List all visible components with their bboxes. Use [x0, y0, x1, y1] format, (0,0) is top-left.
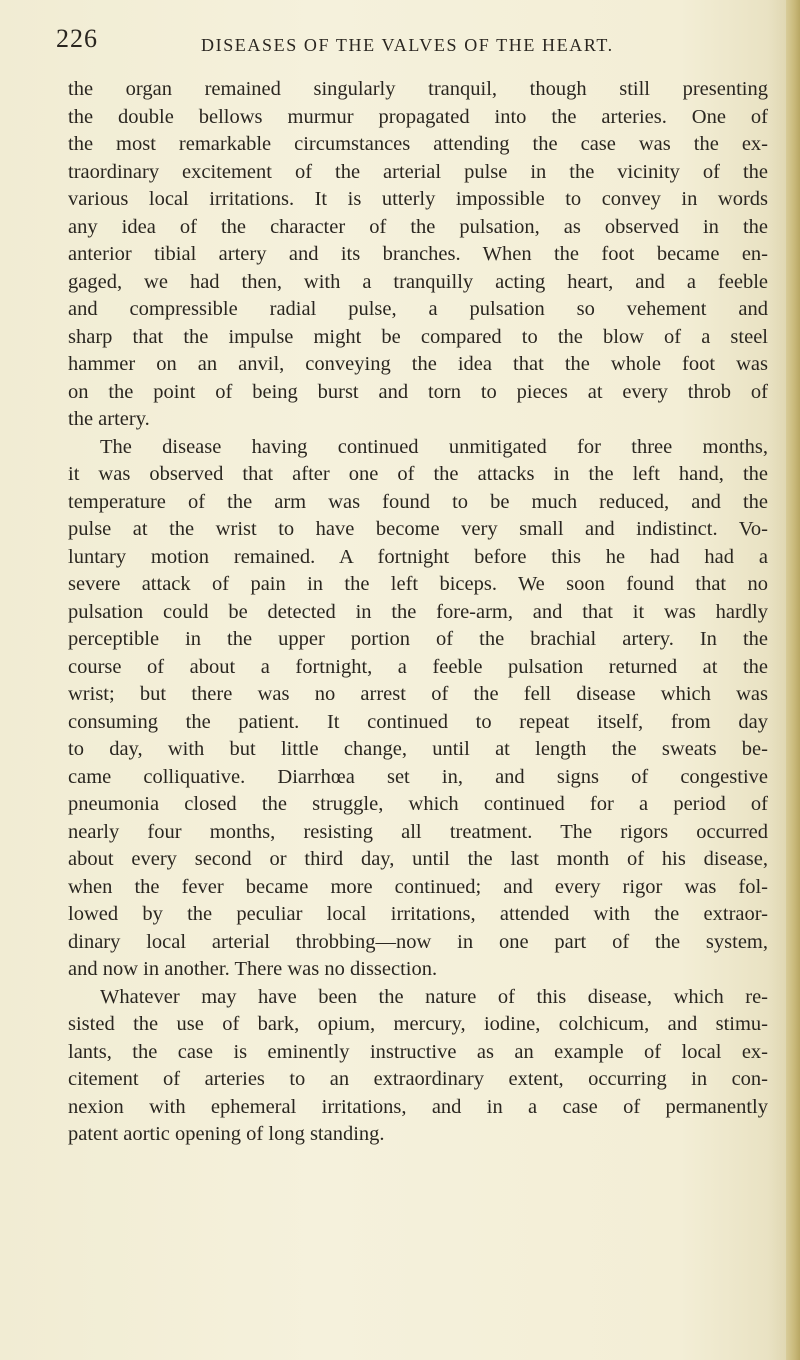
text-line: sisted the use of bark, opium, mercury, iodine, colchicum, and stimu-: [68, 1013, 768, 1035]
text-line: it was observed that after one of the attacks in the left hand, the: [68, 463, 768, 485]
text-line: dinary local arterial throbbing—now in one part of the system,: [68, 930, 768, 953]
text-line: temperature of the arm was found to be much reduced, and the: [68, 490, 768, 513]
body-text: [68, 76, 768, 1149]
text-line: luntary motion remained. A fortnight before this he had had a: [68, 545, 768, 568]
page-edge: [786, 0, 800, 1360]
text-line: various local irritations. It is utterly impossible to convey in words: [68, 188, 768, 210]
text-line: nearly four months, resisting all treatment. The rigors occurred: [68, 820, 768, 843]
text-line: gaged, we had then, with a tranquilly acting heart, and a feeble: [68, 270, 768, 293]
text-line: perceptible in the upper portion of the brachial artery. In the: [68, 628, 768, 650]
text-line: the most remarkable circumstances attending the case was the ex-: [68, 133, 768, 155]
text-line: the organ remained singularly tranquil, though still presenting: [68, 78, 768, 100]
text-line: Whatever may have been the nature of this disease, which re-: [100, 985, 768, 1008]
text-line: to day, with but little change, until at length the sweats be-: [68, 738, 768, 760]
text-line: when the fever became more continued; and every rigor was fol-: [68, 875, 768, 898]
text-line: and now in another. There was no dissection.: [68, 958, 438, 980]
text-line: pulsation could be detected in the fore-arm, and that it was hardly: [68, 600, 768, 623]
text-line: the double bellows murmur propagated into the arteries. One of: [68, 105, 768, 128]
text-line: patent aortic opening of long standing.: [68, 1123, 385, 1145]
text-line: The disease having continued unmitigated for three months,: [100, 435, 768, 458]
running-head: DISEASES OF THE VALVES OF THE HEART.: [201, 35, 614, 55]
text-line: citement of arteries to an extraordinary extent, occurring in con-: [68, 1068, 768, 1090]
text-line: any idea of the character of the pulsation, as observed in the: [68, 215, 768, 238]
text-line: wrist; but there was no arrest of the fell disease which was: [68, 683, 768, 705]
page-header: [56, 24, 756, 64]
text-line: nexion with ephemeral irritations, and in a case of permanently: [68, 1095, 768, 1118]
text-line: severe attack of pain in the left biceps. We soon found that no: [68, 573, 768, 595]
text-line: consuming the patient. It continued to repeat itself, from day: [68, 710, 768, 733]
text-line: lants, the case is eminently instructive as an example of local ex-: [68, 1040, 768, 1063]
text-line: sharp that the impulse might be compared to the blow of a steel: [68, 325, 768, 348]
text-line: lowed by the peculiar local irritations, attended with the extraor-: [68, 903, 768, 925]
text-line: and compressible radial pulse, a pulsation so vehement and: [68, 298, 768, 320]
text-line: about every second or third day, until the last month of his disease,: [68, 848, 768, 870]
text-line: the artery.: [68, 408, 150, 430]
text-line: hammer on an anvil, conveying the idea that the whole foot was: [68, 353, 768, 375]
text-line: anterior tibial artery and its branches. When the foot became en-: [68, 243, 768, 265]
text-line: course of about a fortnight, a feeble pulsation returned at the: [68, 655, 768, 678]
text-line: on the point of being burst and torn to pieces at every throb of: [68, 380, 768, 403]
text-line: came colliquative. Diarrhœa set in, and signs of congestive: [68, 765, 768, 788]
text-line: pulse at the wrist to have become very small and indistinct. Vo-: [68, 518, 768, 540]
page-number: 226: [56, 24, 98, 53]
text-line: pneumonia closed the struggle, which continued for a period of: [68, 793, 768, 815]
text-line: traordinary excitement of the arterial pulse in the vicinity of the: [68, 160, 768, 183]
